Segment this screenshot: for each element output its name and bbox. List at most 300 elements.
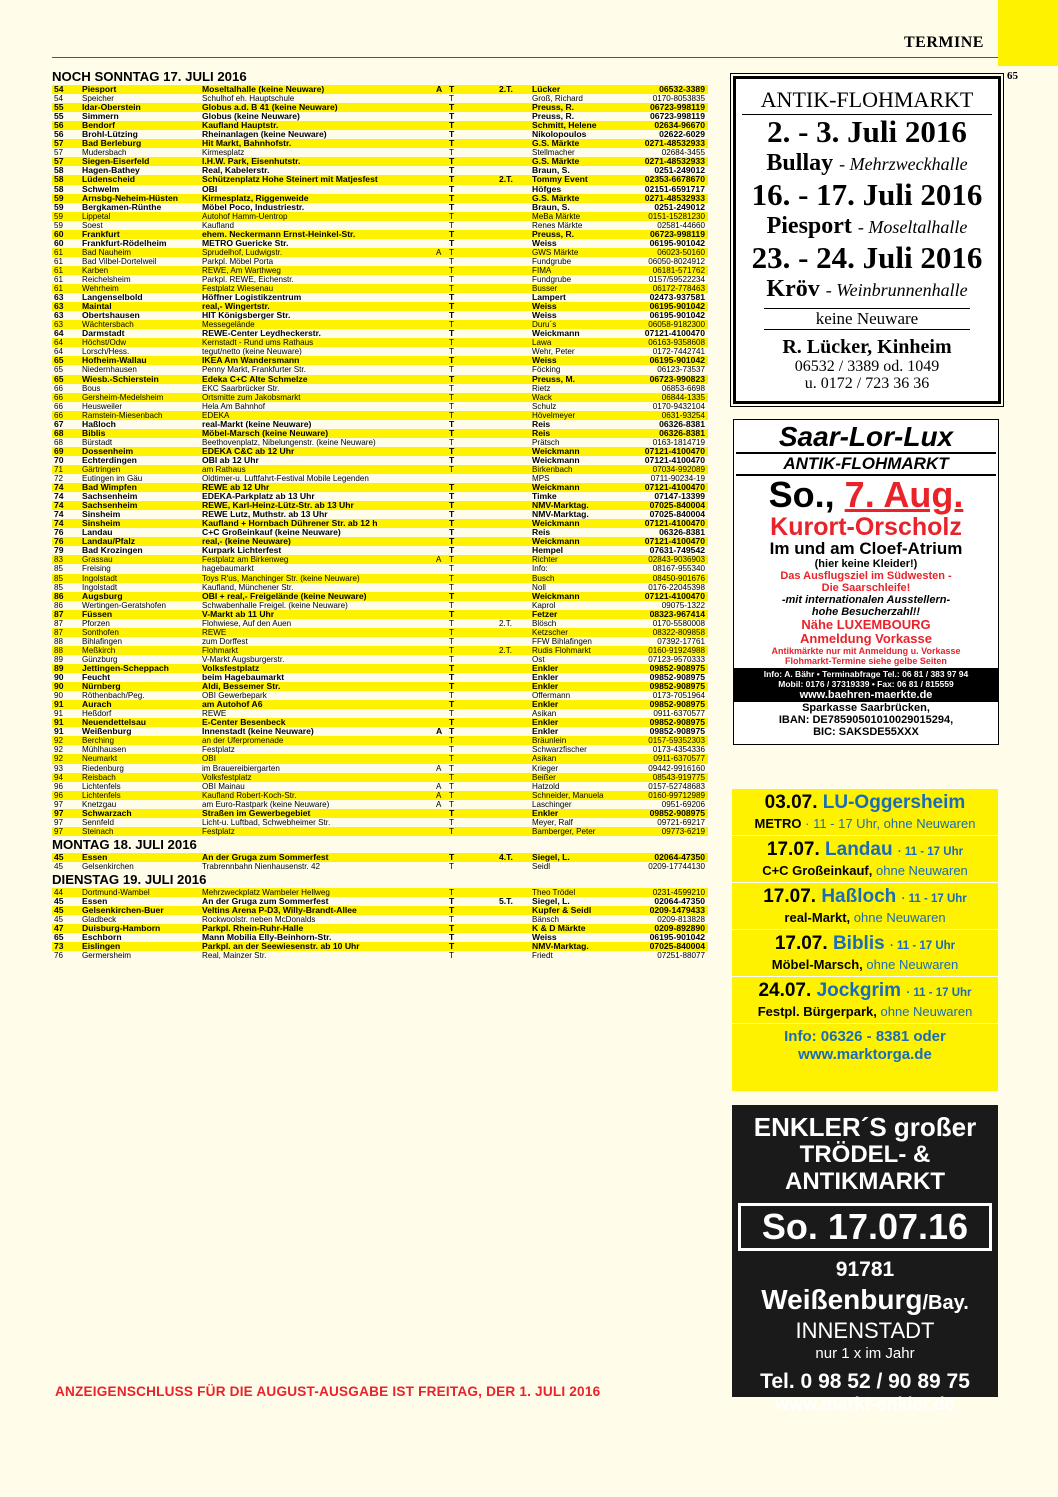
city: Langenselbold — [82, 293, 143, 303]
location: Messegelände — [202, 320, 255, 330]
marktorga-entry — [732, 836, 998, 883]
location: Parkpl. Möbel Porta — [202, 256, 274, 266]
postal-region: 92 — [54, 745, 64, 755]
troedel-flag: T — [449, 591, 455, 601]
listing-row — [52, 257, 708, 266]
location: Kirmesplatz — [202, 148, 245, 158]
troedel-flag: T — [449, 401, 454, 411]
organizer: K & D Märkte — [532, 924, 586, 934]
postal-region: 90 — [54, 691, 64, 701]
city: Sinsheim — [82, 510, 121, 520]
listing-row — [52, 166, 708, 175]
city: Bergkamen-Rünthe — [82, 202, 162, 212]
phone: 07123-9570333 — [648, 654, 705, 664]
organizer: Höfges — [532, 184, 562, 194]
organizer: Wack — [532, 392, 552, 402]
postal-region: 55 — [54, 112, 64, 122]
troedel-flag: T — [449, 790, 454, 800]
phone: 0231-4599210 — [652, 887, 705, 897]
city: Maintal — [82, 302, 112, 312]
ad-marktorga-info: Info: 06326 - 8381 oder www.marktorga.de — [784, 1028, 946, 1063]
phone: 06195-901042 — [649, 933, 705, 943]
troedel-flag: T — [449, 887, 454, 897]
city: Dortmund-Wambel — [82, 887, 150, 897]
location: Straßen im Gewerbegebiet — [202, 808, 311, 818]
city: Röthenbach/Peg. — [82, 691, 145, 701]
organizer: Lampert — [532, 293, 566, 303]
listing-row — [52, 474, 708, 483]
phone: 09075-1322 — [661, 600, 705, 610]
marktorga-entry — [732, 930, 998, 977]
ad-saar-bank3: BIC: SAKSDE55XXX — [813, 726, 919, 738]
postal-region: 64 — [54, 329, 64, 339]
location: hagebaumarkt — [202, 564, 254, 574]
organizer: Enkler — [532, 700, 559, 710]
organizer: Weickmann — [532, 329, 580, 339]
organizer: Prätsch — [532, 437, 560, 447]
location: Trabrennbahn Nienhausenstr. 42 — [202, 861, 321, 871]
ad-luecker-title: ANTIK-FLOHMARKT — [742, 87, 992, 115]
troedel-flag: T — [449, 582, 454, 592]
organizer: Weiss — [532, 311, 557, 321]
troedel-flag: T — [449, 718, 455, 728]
city: Heßdorf — [82, 709, 112, 719]
phone: 0631-93254 — [661, 410, 705, 420]
postal-region: 63 — [54, 320, 64, 330]
location: Rheinanlagen (keine Neuware) — [202, 130, 327, 140]
listing-row — [52, 619, 708, 628]
city: Lippetal — [82, 211, 111, 221]
listing-row — [52, 456, 708, 465]
troedel-flag: T — [449, 103, 455, 113]
marktorga-entry — [732, 977, 998, 1024]
city: Duisburg-Hamborn — [82, 924, 161, 934]
ad-enkler-line2: TRÖDEL- & — [799, 1141, 931, 1168]
location: Kaufland, Münchener Str. — [202, 582, 294, 592]
listing-row — [52, 827, 708, 836]
city: Lüdenscheid — [82, 175, 136, 185]
antik-flag: A — [436, 763, 442, 773]
troedel-flag: T — [449, 600, 454, 610]
organizer: Groß, Richard — [532, 94, 583, 104]
troedel-flag: T — [449, 852, 455, 862]
postal-region: 67 — [54, 419, 64, 429]
phone: 08167-955340 — [652, 564, 705, 574]
phone: 07121-4100470 — [644, 455, 705, 465]
organizer: Asikan — [532, 709, 557, 719]
city: Landau/Pfalz — [82, 537, 136, 547]
organizer: Birkenbach — [532, 464, 573, 474]
phone: 07631-749542 — [649, 546, 705, 556]
troedel-flag: T — [449, 211, 454, 221]
organizer: Lawa — [532, 338, 552, 348]
troedel-flag: T — [449, 265, 454, 275]
organizer: Seidl — [532, 861, 550, 871]
troedel-flag: T — [449, 256, 454, 266]
troedel-flag: T — [449, 555, 454, 565]
postal-region: 56 — [54, 121, 64, 131]
location: REWE, Am Warthweg — [202, 265, 281, 275]
postal-region: 74 — [54, 519, 64, 529]
days-count: 2.T. — [499, 175, 513, 185]
listing-row — [52, 673, 708, 682]
phone: 02634-96670 — [654, 121, 705, 131]
location: V-Markt ab 11 Uhr — [202, 609, 275, 619]
phone: 06195-901042 — [649, 311, 705, 321]
troedel-flag: T — [449, 736, 454, 746]
troedel-flag: T — [449, 609, 455, 619]
ad-saar-line2: Die Saarschleife! — [821, 582, 911, 594]
postal-region: 57 — [54, 148, 64, 158]
city: Grassau — [82, 555, 113, 565]
organizer: Ost — [532, 654, 545, 664]
listing-row — [52, 338, 708, 347]
city: Frankfurt — [82, 229, 120, 239]
postal-region: 63 — [54, 302, 64, 312]
postal-region: 57 — [54, 157, 64, 167]
listing-row — [52, 375, 708, 384]
phone: 02151-6591717 — [644, 184, 705, 194]
city: Gärtringen — [82, 464, 121, 474]
postal-region: 96 — [54, 790, 64, 800]
postal-region: 64 — [54, 347, 64, 357]
troedel-flag: T — [449, 745, 454, 755]
entry-note: ohne Neuwaren — [876, 863, 968, 878]
postal-region: 68 — [54, 428, 64, 438]
ad-saar-place: Kurort-Orscholz — [770, 513, 962, 541]
postal-region: 65 — [54, 933, 64, 943]
location: C+C Großeinkauf (keine Neuware) — [202, 528, 341, 538]
organizer: Hempel — [532, 546, 564, 556]
listing-row — [52, 175, 708, 184]
organizer: Preuss, M. — [532, 374, 575, 384]
phone: 08322-809858 — [652, 627, 705, 637]
city: Feucht — [82, 673, 111, 683]
troedel-flag: T — [449, 546, 455, 556]
phone: 0711-90234-19 — [650, 474, 705, 484]
postal-region: 54 — [54, 94, 64, 104]
phone: 0251-249012 — [654, 202, 705, 212]
phone: 07121-4100470 — [644, 537, 705, 547]
city: Niedernhausen — [82, 365, 137, 375]
city: Schwarzach — [82, 808, 132, 818]
troedel-flag: T — [449, 861, 454, 871]
listing-row — [52, 293, 708, 302]
organizer: Ketzscher — [532, 627, 568, 637]
entry-date: 24.07. — [758, 980, 812, 1001]
postal-region: 60 — [54, 229, 64, 239]
postal-region: 61 — [54, 256, 64, 266]
organizer: Weickmann — [532, 483, 580, 493]
city: Mühlhausen — [82, 745, 127, 755]
phone: 09852-908975 — [649, 700, 705, 710]
ad-enkler-date: So. 17.07.16 — [738, 1203, 992, 1251]
troedel-flag: T — [449, 428, 455, 438]
antik-flag: A — [436, 781, 442, 791]
entry-venue: Festpl. Bürgerpark, — [757, 1004, 877, 1019]
listing-row — [52, 592, 708, 601]
location: Höffner Logistikzentrum — [202, 293, 302, 303]
organizer: Wehr, Peter — [532, 347, 575, 357]
listing-row — [52, 329, 708, 338]
organizer: Schulz — [532, 401, 557, 411]
postal-region: 45 — [54, 897, 64, 907]
city: Echterdingen — [82, 455, 137, 465]
organizer: Lücker — [532, 85, 561, 94]
postal-region: 61 — [54, 265, 64, 275]
troedel-flag: T — [449, 763, 454, 773]
city: Meßkirch — [82, 645, 116, 655]
city: Augsburg — [82, 591, 123, 601]
city: Freising — [82, 564, 111, 574]
phone: 06723-998119 — [650, 112, 705, 122]
city: Bad Nauheim — [82, 247, 132, 257]
troedel-flag: T — [449, 437, 454, 447]
postal-region: 74 — [54, 483, 64, 493]
entry-time2: · 11 - 17 Uhr, — [805, 816, 881, 831]
entry-time: · 11 - 17 Uhr — [897, 846, 964, 858]
troedel-flag: T — [449, 148, 454, 158]
postal-region: 97 — [54, 826, 64, 836]
location: Aldi, Bessemer Str. — [202, 682, 281, 692]
location: Kaufland Hauptstr. — [202, 121, 279, 131]
city: Essen — [82, 852, 108, 862]
organizer: Info: — [532, 564, 548, 574]
entry-note: ohne Neuwaren — [853, 910, 946, 925]
postal-region: 71 — [54, 464, 64, 474]
ad-enkler — [732, 1105, 998, 1414]
phone: 0173-4354336 — [652, 745, 705, 755]
phone: 06532-3389 — [659, 85, 705, 94]
entry-time: · 11 - 17 Uhr — [901, 893, 967, 905]
location: V-Markt Augsburgerstr. — [202, 654, 285, 664]
city: Hofheim-Wallau — [82, 356, 147, 366]
phone: 0911-6370577 — [653, 754, 705, 764]
listing-row — [52, 528, 708, 537]
troedel-flag: T — [449, 691, 454, 701]
location: Autohof Hamm-Uentrop — [202, 211, 288, 221]
listing-row — [52, 718, 708, 727]
organizer: Kaprol — [532, 600, 556, 610]
listing-row — [52, 951, 708, 960]
postal-region: 59 — [54, 211, 64, 221]
listing-row — [52, 782, 708, 791]
location: Kaufland Robert-Koch-Str. — [202, 790, 297, 800]
organizer: MeBa Märkte — [532, 211, 581, 221]
city: Bad Berleburg — [82, 139, 142, 149]
days-count: 5.T. — [499, 897, 513, 907]
city: Bous — [82, 383, 101, 393]
troedel-flag: T — [449, 537, 455, 547]
postal-region: 45 — [54, 852, 64, 862]
city: Ingolstadt — [82, 573, 118, 583]
entry-venue: C+C Großeinkauf, — [762, 863, 873, 878]
location: An der Gruga zum Sommerfest — [202, 897, 329, 907]
ad-luecker — [733, 76, 1001, 404]
phone: 0271-48532933 — [644, 139, 705, 149]
phone: 06123-73537 — [657, 365, 705, 375]
postal-region: 60 — [54, 238, 64, 248]
listing-row — [52, 583, 708, 592]
listing-row — [52, 510, 708, 519]
city: Lichtenfels — [82, 781, 121, 791]
troedel-flag: T — [449, 664, 455, 673]
troedel-flag: T — [449, 166, 455, 176]
entry-place: Jockgrim — [816, 980, 902, 1001]
troedel-flag: T — [449, 483, 455, 493]
phone: 06181-571762 — [652, 265, 705, 275]
troedel-flag: T — [449, 121, 455, 131]
location: zum Dorffest — [202, 636, 248, 646]
city: Bihlafingen — [82, 636, 123, 646]
troedel-flag: T — [449, 85, 455, 94]
postal-region: 88 — [54, 636, 64, 646]
organizer: Enkler — [532, 664, 559, 673]
listing-row — [52, 862, 708, 871]
city: Steinach — [82, 826, 114, 836]
location: Beethovenplatz, Nibelungenstr. (keine Neuware) — [202, 437, 376, 447]
postal-region: 92 — [54, 736, 64, 746]
listing-row — [52, 284, 708, 293]
ad-saar-line4: hohe Besucherzahl!! — [811, 606, 921, 618]
troedel-flag: T — [449, 175, 455, 185]
city: Wehrheim — [82, 284, 119, 294]
organizer: Preuss, R. — [532, 103, 575, 113]
organizer: Schneider, Manuela — [532, 790, 604, 800]
phone: 06853-6698 — [661, 383, 705, 393]
city: Idar-Oberstein — [82, 103, 141, 113]
location: OBI — [202, 184, 218, 194]
postal-region: 47 — [54, 924, 64, 934]
organizer: G.S. Märkte — [532, 193, 580, 203]
city: Frankfurt-Rödelheim — [82, 238, 167, 248]
organizer: Timke — [532, 492, 557, 502]
listing-row — [52, 610, 708, 619]
city: Pforzen — [82, 618, 110, 628]
location: am Euro-Rastpark (keine Neuware) — [202, 799, 330, 809]
city: Dossenheim — [82, 446, 134, 456]
listing-row — [52, 429, 708, 438]
organizer: Fetzer — [532, 609, 558, 619]
organizer: Hatzold — [532, 781, 560, 791]
ad-luecker-loc2: Piesport - Moseltalhalle — [766, 213, 968, 239]
postal-region: 72 — [54, 474, 64, 484]
phone: 0209-1479433 — [649, 906, 705, 916]
city: Gelsenkirchen-Buer — [82, 906, 164, 916]
listing-row — [52, 420, 708, 429]
listing-row — [52, 906, 708, 915]
phone: 07392-17761 — [657, 636, 705, 646]
phone: 0173-7051964 — [652, 691, 705, 701]
location: real,- Wingertstr. — [202, 302, 270, 312]
postal-region: 91 — [54, 709, 64, 719]
listing-row — [52, 365, 708, 374]
ad-luecker-phone2: u. 0172 / 723 36 36 — [804, 375, 930, 392]
phone: 09852-908975 — [649, 718, 705, 728]
listing-row — [52, 574, 708, 583]
location: Parkpl. an der Seewiesenstr. ab 10 Uhr — [202, 942, 360, 952]
postal-region: 85 — [54, 573, 64, 583]
organizer: Weickmann — [532, 446, 580, 456]
city: Brohl-Lützing — [82, 130, 138, 140]
location: Innenstadt (keine Neuware) — [202, 727, 314, 737]
phone: 0151-15281230 — [648, 211, 705, 221]
ad-saar-no-clothes: (hier keine Kleider!) — [814, 558, 918, 570]
phone: 09442-9916160 — [648, 763, 705, 773]
listing-row — [52, 727, 708, 736]
listing-row — [52, 139, 708, 148]
organizer: Enkler — [532, 718, 559, 728]
city: Haßloch — [82, 419, 116, 429]
phone: 07121-4100470 — [644, 591, 705, 601]
phone: 07147-13399 — [654, 492, 705, 502]
troedel-flag: T — [449, 772, 454, 782]
phone: 07025-840004 — [649, 510, 705, 520]
listing-row — [52, 230, 708, 239]
location: Festplatz — [202, 745, 235, 755]
ad-saar-lux2: Anmeldung Vorkasse — [800, 631, 932, 646]
listing-row — [52, 248, 708, 257]
postal-region: 66 — [54, 392, 64, 402]
phone: 02353-6678670 — [644, 175, 705, 185]
troedel-flag: T — [449, 915, 454, 925]
listing-row — [52, 302, 708, 311]
antik-flag: A — [436, 555, 442, 565]
postal-region: 74 — [54, 492, 64, 502]
location: EDEKA C&C ab 12 Uhr — [202, 446, 295, 456]
antik-flag: A — [436, 247, 442, 257]
postal-region: 64 — [54, 338, 64, 348]
ad-enkler-area: INNENSTADT — [795, 1318, 935, 1343]
postal-region: 89 — [54, 654, 64, 664]
entry-time: · 11 - 17 Uhr — [889, 940, 956, 952]
listing-row — [52, 492, 708, 501]
phone: 06050-8024912 — [648, 256, 705, 266]
organizer: Noll — [532, 582, 546, 592]
organizer: Weiss — [532, 933, 557, 943]
city: Wiesb.-Schierstein — [82, 374, 159, 384]
ad-saar-lor-lux — [733, 419, 999, 745]
organizer: Reis — [532, 428, 551, 438]
postal-region: 93 — [54, 763, 64, 773]
city: Hagen-Bathey — [82, 166, 140, 176]
phone: 09852-908975 — [649, 673, 705, 683]
ad-luecker-loc1: Bullay - Mehrzweckhalle — [766, 150, 968, 176]
phone: 07025-840004 — [649, 942, 705, 952]
city: Ingolstadt — [82, 582, 118, 592]
city: Wertingen-Geratshofen — [82, 600, 166, 610]
entry-note: ohne Neuwaren — [880, 1004, 973, 1019]
city: Mudersbach — [82, 148, 127, 158]
entry-place: Biblis — [832, 933, 885, 954]
location: METRO Guericke Str. — [202, 238, 289, 248]
postal-region: 85 — [54, 564, 64, 574]
troedel-flag: T — [449, 139, 455, 149]
postal-region: 68 — [54, 437, 64, 447]
location: Flohmarkt — [202, 645, 238, 655]
listing-row — [52, 402, 708, 411]
troedel-flag: T — [449, 627, 454, 637]
troedel-flag: T — [449, 446, 455, 456]
listing-row — [52, 800, 708, 809]
phone: 0209-17744130 — [648, 861, 705, 871]
ad-enkler-once: nur 1 x im Jahr — [815, 1345, 915, 1362]
page-number: 65 — [1007, 70, 1018, 82]
organizer: Duru´s — [532, 320, 557, 330]
entry-note: ohne Neuwaren — [866, 957, 959, 972]
city: Ramstein-Miesenbach — [82, 410, 163, 420]
location: Flohwiese, Auf den Auen — [202, 618, 292, 628]
